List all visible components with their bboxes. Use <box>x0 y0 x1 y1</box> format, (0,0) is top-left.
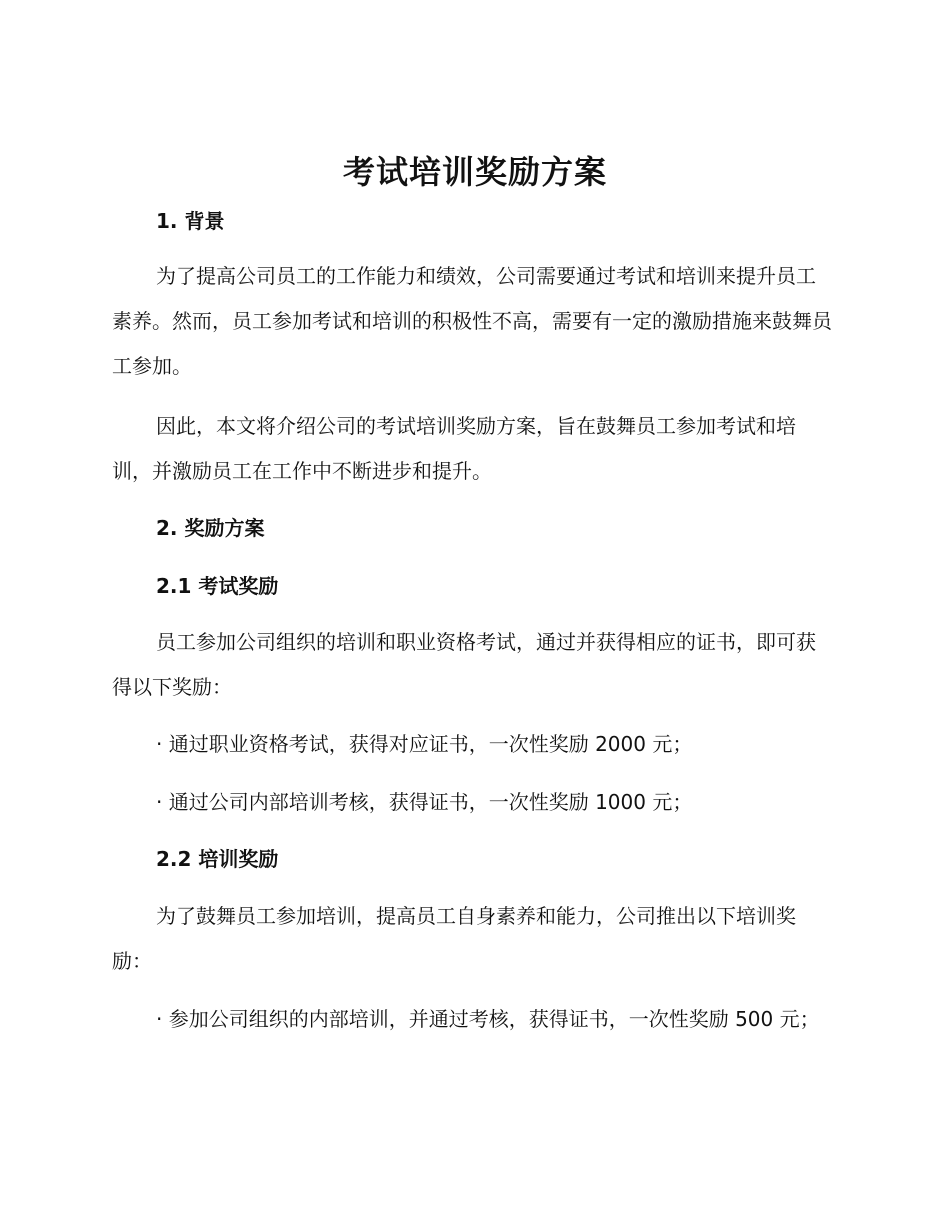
background-paragraph-2: 因此，本文将介绍公司的考试培训奖励方案，旨在鼓舞员工参加考试和培训，并激励员工在工作中不断进步和提升。 <box>112 414 796 483</box>
background-paragraph-1: 为了提高公司员工的工作能力和绩效，公司需要通过考试和培训来提升员工素养。然而，员工参加考试和培训的积极性不高，需要有一定的激励措施来鼓舞员工参加。 <box>112 264 832 378</box>
training-reward-intro: 为了鼓舞员工参加培训，提高员工自身素养和能力，公司推出以下培训奖励： <box>112 904 796 973</box>
subsection-heading-exam-reward: 2.1 考试奖励 <box>156 574 279 598</box>
document-title: 考试培训奖励方案 <box>342 153 607 191</box>
training-reward-item-1: · 参加公司组织的内部培训，并通过考核，获得证书，一次性奖励 500 元； <box>156 1007 820 1031</box>
exam-reward-item-1: · 通过职业资格考试，获得对应证书，一次性奖励 2000 元； <box>156 732 693 756</box>
exam-reward-intro: 员工参加公司组织的培训和职业资格考试，通过并获得相应的证书，即可获得以下奖励： <box>112 630 816 699</box>
exam-reward-item-2: · 通过公司内部培训考核，获得证书，一次性奖励 1000 元； <box>156 790 693 814</box>
section-heading-background: 1. 背景 <box>156 209 225 233</box>
subsection-heading-training-reward: 2.2 培训奖励 <box>156 847 279 871</box>
section-heading-reward-plan: 2. 奖励方案 <box>156 516 265 540</box>
